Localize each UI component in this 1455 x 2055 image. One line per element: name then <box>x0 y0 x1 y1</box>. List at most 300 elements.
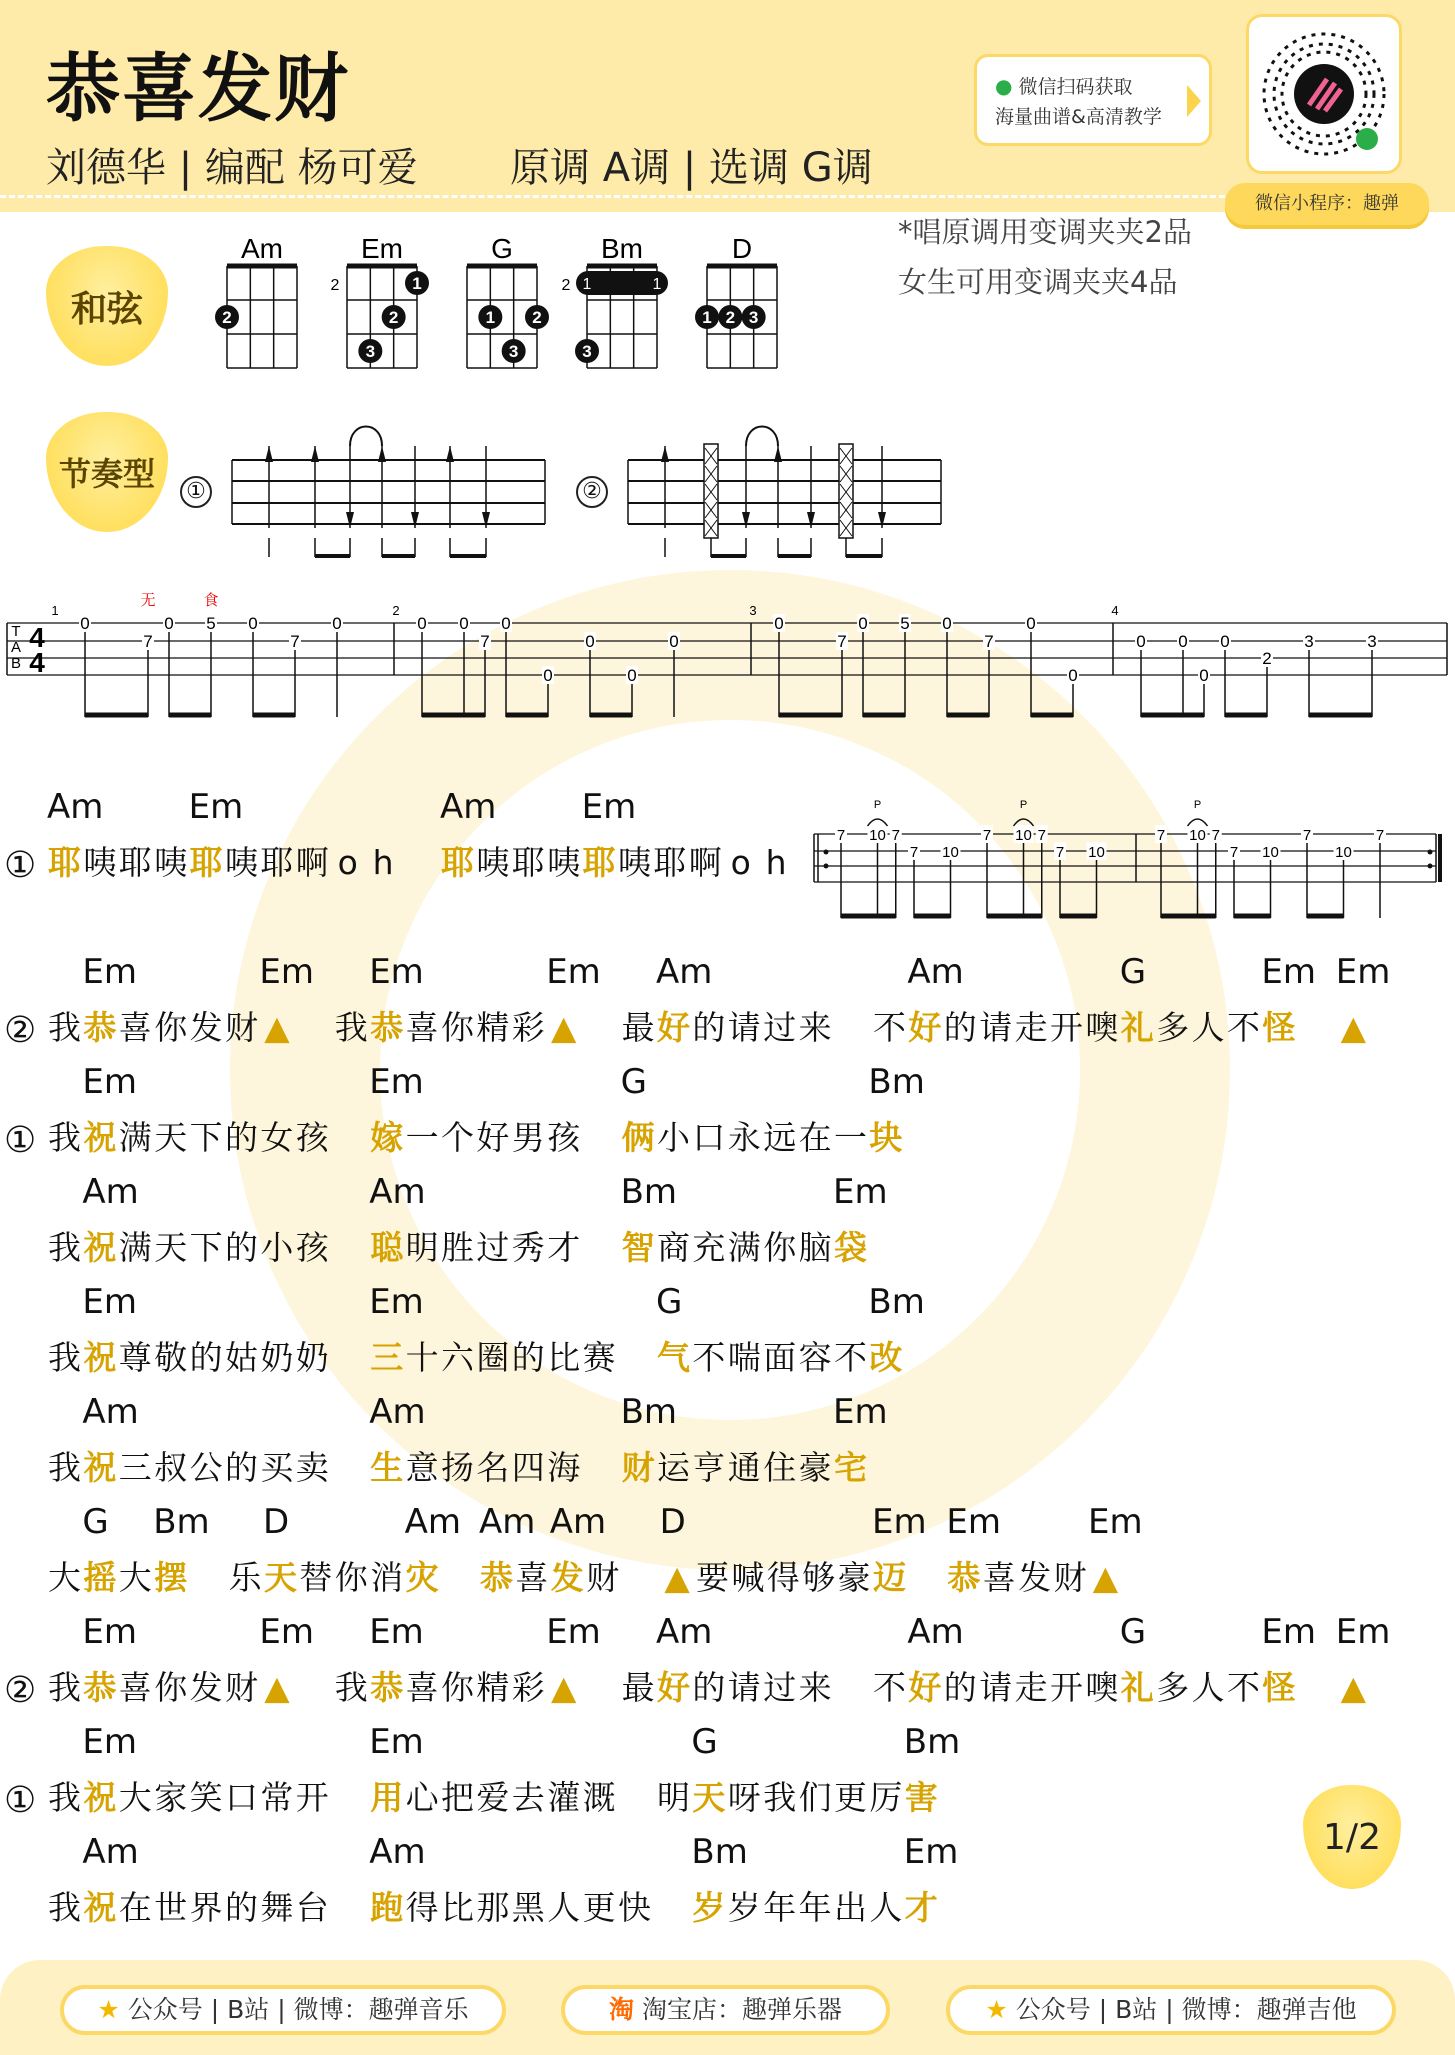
lyric-char: 迈 <box>872 1558 906 1597</box>
section-marker: ② <box>4 1670 37 1711</box>
lyric-char: 黑 <box>511 1888 545 1927</box>
lyric-char: 大 <box>118 1558 152 1597</box>
lyric-char: 远 <box>763 1118 797 1157</box>
strum-down-icon <box>878 512 886 528</box>
lyric-char: 恭 <box>83 1668 117 1707</box>
fret-number: 7 <box>984 632 994 651</box>
lyric-char: 男 <box>511 1118 545 1157</box>
fret-number: 0 <box>627 666 637 685</box>
lyric-char: 口 <box>692 1118 726 1157</box>
lyric-char: h <box>765 843 787 882</box>
lyric-char: 四 <box>511 1448 545 1487</box>
lyric-char: 天 <box>154 1118 188 1157</box>
chord-symbol: D <box>262 1502 290 1542</box>
lyric-char: 气 <box>657 1338 690 1377</box>
fret-number: 0 <box>669 632 679 651</box>
finger-number: 3 <box>582 342 592 361</box>
lyric-char: 开 <box>1050 1008 1083 1047</box>
lyric-char: 面 <box>763 1338 797 1377</box>
mini-program-label: 微信小程序：趣弹 <box>1225 183 1429 225</box>
chord-symbol: Em <box>546 1612 601 1652</box>
page-indicator: 1/2 <box>1303 1785 1401 1889</box>
lyric-char: 海 <box>547 1448 581 1487</box>
tie-arc <box>746 427 778 447</box>
chord-symbol: Am <box>549 1502 607 1542</box>
lyric-char: 满 <box>727 1228 761 1267</box>
time-signature: 4 <box>29 622 45 653</box>
triangle-icon: ▲ <box>264 1668 290 1707</box>
lyric-char: 祝 <box>83 1228 117 1267</box>
lyric-char: 多 <box>1156 1668 1190 1707</box>
lyric-char: 不 <box>873 1008 906 1047</box>
fret-number: 0 <box>332 614 342 633</box>
strum-up-icon <box>265 446 273 462</box>
strum-up-icon <box>446 446 454 462</box>
lyric-char: 小 <box>656 1118 690 1157</box>
lyric-char: 恭 <box>370 1668 404 1707</box>
chord-symbol: Am <box>655 1612 713 1652</box>
lyric-char: 多 <box>1156 1008 1190 1047</box>
technique-label: 食 <box>203 592 219 609</box>
lyric-char: 豪 <box>798 1448 832 1487</box>
lyric-char: 好 <box>908 1668 942 1707</box>
strum-down-icon <box>482 512 490 528</box>
artist-line: 刘德华 | 编配 杨可爱 <box>46 145 418 191</box>
fret-number: 10 <box>869 827 886 844</box>
lyric-char: 世 <box>154 1888 188 1927</box>
fret-number: 0 <box>1068 666 1078 685</box>
lyric-char: 得 <box>405 1888 439 1927</box>
lyric-char: 聪 <box>370 1228 404 1267</box>
fret-number: 0 <box>858 614 868 633</box>
lyric-char: 嫁 <box>370 1118 404 1157</box>
repeat-dot <box>824 864 829 869</box>
lyric-char: 咦 <box>225 843 258 882</box>
chord-symbol: Em <box>259 952 314 992</box>
lyric-char: 恭 <box>480 1558 513 1597</box>
triangle-icon: ▲ <box>664 1558 690 1597</box>
chord-symbol: Em <box>903 1832 959 1872</box>
finger-number: 2 <box>725 308 736 327</box>
lyric-char: 的 <box>189 1338 223 1377</box>
fret-number: 2 <box>1262 649 1272 668</box>
lyric-char: 亨 <box>692 1448 726 1487</box>
chord-symbol: Bm <box>620 1172 678 1212</box>
lyric-char: 岁 <box>727 1888 761 1927</box>
chord-symbol: Em <box>1261 952 1316 992</box>
lyric-char: 永 <box>727 1118 761 1157</box>
star-icon: ★ <box>97 1995 120 2024</box>
capo-note-2: 女生可用变调夹夹4品 <box>898 265 1178 299</box>
lyric-char: 明 <box>405 1228 439 1267</box>
lyric-char: 噢 <box>1085 1668 1119 1707</box>
lyric-char: 秀 <box>511 1228 545 1267</box>
chord-symbol: G <box>656 1282 683 1322</box>
fret-number: 7 <box>982 827 992 844</box>
fret-number: 3 <box>1367 632 1377 651</box>
lyric-char: 买 <box>260 1448 294 1487</box>
lyric-char: 够 <box>802 1558 836 1597</box>
lyric-char: 耶 <box>511 843 545 882</box>
lyric-char: 耶 <box>118 843 152 882</box>
lyric-char: 好 <box>656 1668 690 1707</box>
chord-symbol: Em <box>1087 1502 1143 1542</box>
fret-number: 10 <box>1262 844 1279 861</box>
fret-number: 10 <box>1088 844 1105 861</box>
lyric-char: 奶 <box>295 1338 329 1377</box>
fret-number: 10 <box>1015 827 1032 844</box>
lyric-char: 我 <box>763 1778 797 1817</box>
lyric-char: 不 <box>834 1338 867 1377</box>
fret-number: 7 <box>909 844 919 861</box>
lyric-char: 运 <box>656 1448 690 1487</box>
lyric-char: 咦 <box>154 843 188 882</box>
lyric-char: 耶 <box>189 843 223 882</box>
fret-number: 7 <box>143 632 153 651</box>
lyric-char: 开 <box>295 1778 329 1817</box>
chord-symbol: Am <box>479 1502 536 1542</box>
fret-number: 7 <box>1156 827 1166 844</box>
lyric-char: 块 <box>869 1118 903 1157</box>
lyric-char: 喜 <box>118 1668 152 1707</box>
chord-symbol: Em <box>871 1502 927 1542</box>
lyric-char: 财 <box>621 1448 655 1487</box>
fret-number: 7 <box>1055 844 1065 861</box>
lyric-char: 名 <box>476 1448 510 1487</box>
fret-number: 7 <box>1211 827 1220 844</box>
chord-symbol: D <box>659 1502 686 1542</box>
lyric-char: 六 <box>440 1338 474 1377</box>
fret-number: 0 <box>543 666 553 685</box>
fret-number: 7 <box>290 632 300 651</box>
chord-symbol: Em <box>82 1612 137 1652</box>
measure-number: 3 <box>749 603 757 618</box>
lyric-char: 啊 <box>295 843 329 882</box>
lyric-char: 祝 <box>83 1888 117 1927</box>
chord-symbol: G <box>691 1722 718 1762</box>
lyric-char: 比 <box>547 1338 581 1377</box>
fret-number: 7 <box>480 632 490 651</box>
chord-fret-label: 2 <box>561 277 571 294</box>
fret-number: 0 <box>1199 666 1209 685</box>
lyric-char: 舞 <box>260 1888 294 1927</box>
lyric-char: 喜 <box>982 1558 1016 1597</box>
lyric-char: 恭 <box>947 1558 981 1597</box>
lyric-char: 天 <box>692 1778 726 1817</box>
chord-name: Am <box>241 233 283 264</box>
chord-symbol: Em <box>832 1172 888 1212</box>
chord-symbol: Bm <box>153 1502 210 1542</box>
lyric-char: 我 <box>48 1448 81 1487</box>
technique-label: 无 <box>140 592 156 609</box>
lyric-char: 过 <box>763 1668 797 1707</box>
lyric-char: 祝 <box>83 1448 117 1487</box>
chord-symbol: Am <box>47 787 104 827</box>
lyric-char: 害 <box>904 1778 938 1817</box>
fret-number: 10 <box>1189 827 1206 844</box>
lyric-char: 灾 <box>405 1558 439 1597</box>
chord-symbol: Em <box>1261 1612 1316 1652</box>
lyric-char: 孩 <box>295 1118 329 1157</box>
triangle-icon: ▲ <box>1340 1008 1366 1047</box>
lyric-char: 下 <box>189 1118 223 1157</box>
fret-number: 0 <box>1136 632 1146 651</box>
chord-symbol: G <box>1119 952 1147 992</box>
lyric-char: 十 <box>405 1338 439 1377</box>
triangle-icon: ▲ <box>1092 1558 1119 1597</box>
fret-number: 0 <box>417 614 427 633</box>
lyric-char: 我 <box>48 1778 81 1817</box>
fret-number: 0 <box>459 614 469 633</box>
tab-clef: A <box>10 639 22 656</box>
chord-symbol: Em <box>369 1612 424 1652</box>
lyric-char: 摇 <box>83 1558 117 1597</box>
lyric-char: 好 <box>476 1118 510 1157</box>
lyric-char: 的 <box>511 1338 545 1377</box>
fret-number: 0 <box>248 614 258 633</box>
mute-stroke <box>839 444 853 538</box>
lyric-char: 溉 <box>582 1778 616 1817</box>
chord-symbol: Am <box>404 1502 461 1542</box>
lyric-char: 咦 <box>547 843 581 882</box>
lyric-char: 袋 <box>833 1228 867 1267</box>
lyric-char: 要 <box>695 1558 729 1597</box>
chord-symbol: Bm <box>903 1722 961 1762</box>
section-marker: ① <box>4 1120 37 1161</box>
lyric-char: 的 <box>692 1008 726 1047</box>
lyric-char: 敬 <box>154 1338 188 1377</box>
lyric-char: 走 <box>1014 1668 1048 1707</box>
lyric-char: 扬 <box>440 1448 474 1487</box>
fret-number: 7 <box>1229 844 1239 861</box>
lyric-char: 请 <box>727 1008 761 1047</box>
lyric-char: 人 <box>1191 1668 1225 1707</box>
lyric-char: 常 <box>260 1778 294 1817</box>
lyric-char: 你 <box>154 1008 188 1047</box>
lyric-char: 喜 <box>405 1668 439 1707</box>
lyric-char: 智 <box>621 1228 655 1267</box>
chord-symbol: Em <box>259 1612 314 1652</box>
chord-symbol: Am <box>369 1832 426 1872</box>
strum-up-icon <box>774 446 782 462</box>
lyric-char: 祝 <box>83 1778 117 1817</box>
chord-symbol: G <box>82 1502 109 1542</box>
lyric-char: 最 <box>621 1008 655 1047</box>
lyric-char: 的 <box>225 1448 258 1487</box>
lyric-char: 生 <box>370 1448 404 1487</box>
finger-number: 3 <box>365 342 376 361</box>
taobao-icon: 淘 <box>609 1995 635 2024</box>
chord-symbol: G <box>620 1062 647 1102</box>
lyric-char: 的 <box>225 1228 258 1267</box>
lyric-char: 喜 <box>405 1008 439 1047</box>
tab-clef: T <box>11 623 21 640</box>
lyric-char: 乐 <box>228 1558 262 1597</box>
measure-number: 4 <box>1111 603 1119 618</box>
chord-symbol: Am <box>655 952 713 992</box>
chord-name: Bm <box>601 233 643 264</box>
lyric-char: 咦 <box>476 843 510 882</box>
strum-down-icon <box>807 512 815 528</box>
lyric-char: 呀 <box>727 1778 761 1817</box>
lyric-char: 开 <box>1050 1668 1083 1707</box>
footer-middle-text: 淘宝店：趣弹乐器 <box>641 1995 842 2024</box>
lyric-char: 豪 <box>837 1558 871 1597</box>
lyric-char: 灌 <box>547 1778 581 1817</box>
lyric-char: o <box>337 843 358 882</box>
slur-arc <box>1188 819 1208 826</box>
rhythm-section-label: 节奏型 <box>46 412 168 532</box>
lyric-char: 喘 <box>727 1338 761 1377</box>
chord-symbol: Am <box>82 1172 139 1212</box>
measure-number: 2 <box>392 603 400 618</box>
lyric-char: 财 <box>1053 1558 1087 1597</box>
lyric-char: 你 <box>440 1008 474 1047</box>
lyric-char: 祝 <box>83 1338 117 1377</box>
lyric-char: 摆 <box>154 1558 188 1597</box>
fret-number: 0 <box>164 614 174 633</box>
lyric-char: 跑 <box>370 1888 404 1927</box>
chord-symbol: G <box>1119 1612 1147 1652</box>
lyric-char: 耶 <box>48 843 81 882</box>
fret-number: 0 <box>774 614 784 633</box>
lyric-char: 发 <box>189 1668 223 1707</box>
triangle-icon: ▲ <box>550 1008 577 1047</box>
pull-off-label: P <box>1193 799 1202 811</box>
lyric-char: 天 <box>263 1558 297 1597</box>
lyric-char: 怪 <box>1262 1008 1296 1047</box>
fret-number: 10 <box>1335 844 1352 861</box>
finger-number: 3 <box>508 342 519 361</box>
chord-name: D <box>731 233 753 264</box>
key-line: 原调 A调 | 选调 G调 <box>510 145 873 191</box>
finger-number: 3 <box>748 308 759 327</box>
lyric-char: 啊 <box>688 843 722 882</box>
lyric-char: 好 <box>908 1008 942 1047</box>
lyric-char: 不 <box>692 1338 726 1377</box>
lyric-char: 我 <box>48 1338 81 1377</box>
strum-up-icon <box>311 446 319 462</box>
lyric-char: 才 <box>547 1228 581 1267</box>
lyric-char: 你 <box>763 1228 797 1267</box>
star-icon: ★ <box>985 1995 1008 2024</box>
lyric-char: 咦 <box>618 843 651 882</box>
strum-up-icon <box>661 446 669 462</box>
section-marker: ② <box>4 1010 37 1051</box>
chord-symbol: Bm <box>868 1282 925 1322</box>
chords-section-label: 和弦 <box>46 246 168 366</box>
lyric-char: 满 <box>118 1228 152 1267</box>
lyric-char: 喜 <box>118 1008 152 1047</box>
lyric-char: 俩 <box>621 1118 655 1157</box>
lyric-char: 商 <box>656 1228 690 1267</box>
page-title: 恭喜发财 <box>46 46 350 132</box>
lyric-char: 一 <box>833 1118 867 1157</box>
lyric-char: 在 <box>798 1118 832 1157</box>
fret-number: 0 <box>1220 632 1230 651</box>
lyric-char: 的 <box>692 1668 726 1707</box>
lyric-char: 我 <box>48 1118 81 1157</box>
finger-number: 1 <box>582 276 592 293</box>
lyric-char: 的 <box>943 1008 977 1047</box>
lyric-char: 充 <box>692 1228 726 1267</box>
lyric-char: 胜 <box>440 1228 474 1267</box>
lyric-char: 财 <box>586 1558 620 1597</box>
lyric-char: 口 <box>225 1778 258 1817</box>
lyric-char: 消 <box>370 1558 404 1597</box>
lyric-char: 耶 <box>260 843 294 882</box>
lyric-char: 比 <box>440 1888 474 1927</box>
lyric-char: 恭 <box>83 1008 117 1047</box>
strum-down-icon <box>411 512 419 528</box>
lyric-char: 我 <box>48 1008 81 1047</box>
chord-symbol: Am <box>907 952 964 992</box>
lyric-char: 姑 <box>225 1338 258 1377</box>
repeat-dot <box>1428 864 1433 869</box>
lyric-char: 的 <box>225 1118 258 1157</box>
lyric-char: 我 <box>48 1888 81 1927</box>
lyric-char: 更 <box>582 1888 616 1927</box>
lyric-char: 精 <box>476 1668 510 1707</box>
lyric-char: 我 <box>48 1668 81 1707</box>
chord-name: G <box>491 233 513 264</box>
lyric-char: 公 <box>189 1448 223 1487</box>
lyric-char: 界 <box>189 1888 223 1927</box>
finger-number: 1 <box>702 308 712 327</box>
lyric-char: 厉 <box>869 1778 903 1817</box>
lyric-char: 财 <box>225 1008 258 1047</box>
finger-number: 2 <box>388 308 399 327</box>
fret-number: 7 <box>1037 827 1046 844</box>
lyric-char: 的 <box>943 1668 977 1707</box>
chord-symbol: Em <box>1335 1612 1391 1652</box>
lyric-char: 来 <box>798 1008 832 1047</box>
section-marker: ① <box>4 845 37 886</box>
triangle-icon: ▲ <box>1340 1668 1366 1707</box>
lyric-char: 发 <box>189 1008 223 1047</box>
lyric-char: 住 <box>763 1448 797 1487</box>
fret-number: 0 <box>1026 614 1036 633</box>
chord-symbol: Am <box>907 1612 964 1652</box>
triangle-icon: ▲ <box>264 1008 290 1047</box>
lyric-char: 人 <box>869 1888 903 1927</box>
lyric-char: 三 <box>118 1448 152 1487</box>
chord-symbol: Em <box>1335 952 1391 992</box>
lyric-char: 宅 <box>833 1448 867 1487</box>
lyric-char: 我 <box>48 1228 81 1267</box>
chord-symbol: Em <box>369 1282 424 1322</box>
lyric-char: 家 <box>154 1778 188 1817</box>
lyric-char: 卖 <box>295 1448 329 1487</box>
lyric-char: 去 <box>511 1778 545 1817</box>
tab-clef: B <box>10 655 22 672</box>
lyric-char: o <box>730 843 751 882</box>
lyric-char: 发 <box>1018 1558 1052 1597</box>
chord-symbol: Em <box>581 787 637 827</box>
lyric-char: 更 <box>834 1778 867 1817</box>
chord-name: Em <box>361 233 403 264</box>
lyric-char: 精 <box>476 1008 510 1047</box>
capo-note-1: *唱原调用变调夹夹2品 <box>898 215 1192 249</box>
lyric-char: 出 <box>833 1888 867 1927</box>
chord-symbol: Em <box>546 952 601 992</box>
finger-number: 2 <box>222 308 232 327</box>
lyric-char: 噢 <box>1085 1008 1119 1047</box>
lyric-char: 明 <box>657 1778 690 1817</box>
lyric-char: 恭 <box>370 1008 404 1047</box>
lyric-char: 请 <box>727 1668 761 1707</box>
chord-symbol: Em <box>188 787 244 827</box>
